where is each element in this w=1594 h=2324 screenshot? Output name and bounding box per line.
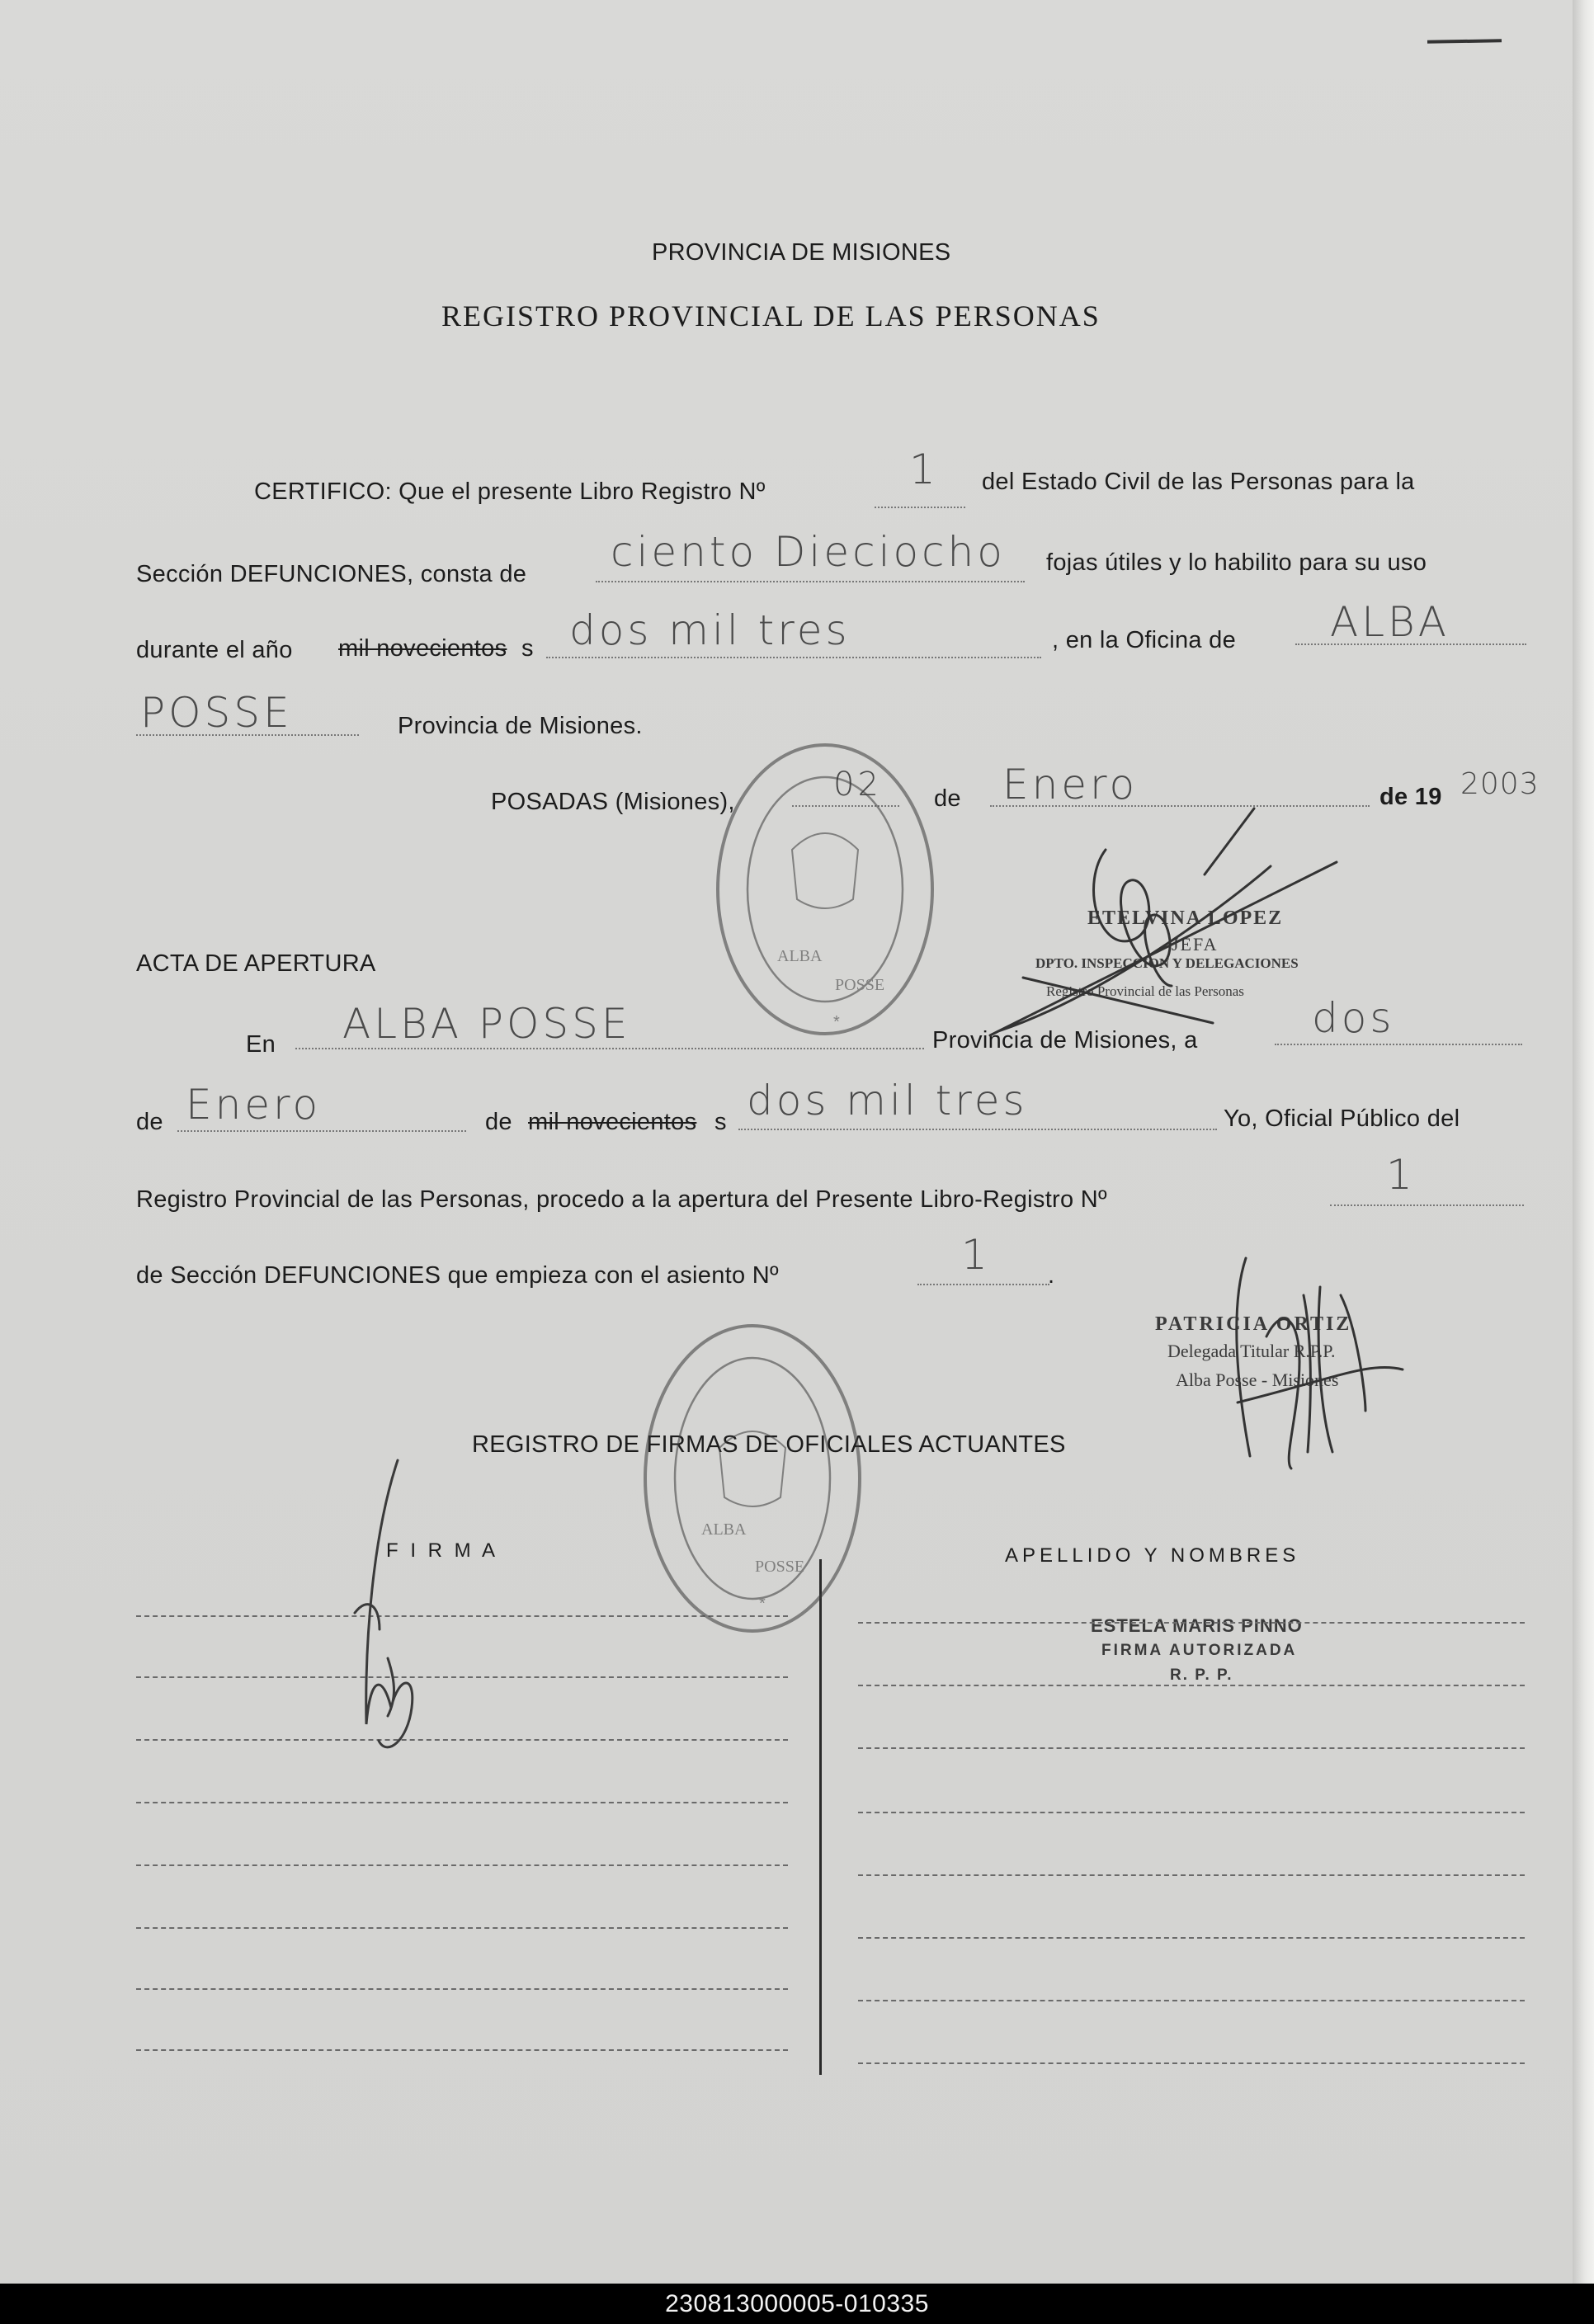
- cert-line1-suffix: del Estado Civil de las Personas para la: [982, 469, 1415, 495]
- apertura-book-number: 1: [1386, 1151, 1416, 1199]
- day: 02: [833, 766, 882, 804]
- pages-count: ciento Dieciocho: [611, 528, 1006, 576]
- officer-label: Yo, Oficial Público del: [1224, 1105, 1460, 1132]
- stamp2-place: Alba Posse - Misiones: [1176, 1369, 1339, 1390]
- stamp1-role: JEFA: [1172, 934, 1219, 955]
- apertura-line3: Registro Provincial de las Personas, procedo a la apertura del Presente Libro-Registro Nº: [136, 1186, 1107, 1213]
- apertura-year-words: dos mil tres: [747, 1077, 1028, 1124]
- struck-year-tail: s: [714, 1109, 727, 1135]
- province-heading: PROVINCIA DE MISIONES: [652, 239, 951, 266]
- dotted-field: [546, 657, 1041, 658]
- de-label-2: de: [485, 1109, 512, 1135]
- de-label: de: [934, 785, 961, 812]
- en-label: En: [246, 1031, 276, 1058]
- year-label: de 19: [1379, 784, 1442, 810]
- cert-line1-prefix: CERTIFICO: Que el presente Libro Registro Nº: [254, 478, 766, 505]
- dotted-field: [177, 1130, 466, 1132]
- dotted-field: [792, 805, 899, 807]
- stamp2-name: PATRICIA ORTIZ: [1155, 1313, 1352, 1335]
- page-edge: [1573, 0, 1594, 2284]
- de-label: de: [136, 1109, 163, 1135]
- col-firma: F I R M A: [386, 1539, 499, 1562]
- image-id-footer: 230813000005-010335: [0, 2284, 1594, 2324]
- office-part-1: ALBA: [1330, 598, 1450, 646]
- apertura-line4: de Sección DEFUNCIONES que empieza con el asiento Nº: [136, 1262, 779, 1289]
- signatures-title: REGISTRO DE FIRMAS DE OFICIALES ACTUANTES: [472, 1431, 1066, 1458]
- signature-2: [1237, 1258, 1403, 1468]
- signature-3: [355, 1460, 413, 1747]
- stamp1-dept: DPTO. INSPECCION Y DELEGACIONES: [1035, 955, 1299, 971]
- place-label: POSADAS (Misiones),: [491, 789, 735, 815]
- province-label: Provincia de Misiones, a: [932, 1027, 1198, 1054]
- apertura-title: ACTA DE APERTURA: [136, 950, 376, 977]
- column-divider: [819, 1559, 822, 2075]
- cert-line3-suffix: , en la Oficina de: [1052, 627, 1237, 653]
- year-words: dos mil tres: [569, 606, 851, 654]
- struck-year: mil novecientos: [338, 635, 507, 662]
- svg-text:*: *: [833, 1013, 840, 1031]
- office-part-2: POSSE: [140, 689, 293, 737]
- svg-text:POSSE: POSSE: [755, 1558, 805, 1576]
- cert-line3-prefix: durante el año: [136, 637, 293, 663]
- svg-text:ALBA: ALBA: [777, 947, 823, 965]
- dotted-field: [1275, 1044, 1522, 1045]
- stamp2-role: Delegada Titular R.P.P.: [1167, 1341, 1336, 1361]
- dotted-field: [1330, 1204, 1524, 1206]
- cert-line2-prefix: Sección DEFUNCIONES, consta de: [136, 561, 527, 587]
- dotted-field: [295, 1048, 924, 1049]
- apertura-day-words: dos: [1312, 994, 1395, 1042]
- dotted-field: [596, 581, 1025, 582]
- stamp1-org: Registro Provincial de las Personas: [1046, 983, 1244, 999]
- col-apellido: APELLIDO Y NOMBRES: [1005, 1544, 1300, 1567]
- stamp1-name: ETELVINA LOPEZ: [1087, 907, 1284, 929]
- struck-year: mil novecientos: [528, 1109, 697, 1135]
- apertura-month: Enero: [186, 1081, 322, 1129]
- book-number: 1: [909, 445, 939, 493]
- struck-year-tail: s: [521, 635, 534, 662]
- svg-text:*: *: [759, 1595, 766, 1613]
- stamp3-name: ESTELA MARIS PINNO: [1091, 1615, 1303, 1636]
- dotted-field: [738, 1129, 1217, 1130]
- month: Enero: [1002, 761, 1139, 808]
- stamp3-org: R. P. P.: [1170, 1666, 1233, 1684]
- line4-end: .: [1048, 1262, 1055, 1289]
- apertura-place: ALBA POSSE: [342, 1000, 631, 1048]
- cert-line2-suffix: fojas útiles y lo habilito para su uso: [1046, 549, 1427, 576]
- dotted-field: [875, 507, 965, 508]
- seal-1: [718, 745, 932, 1034]
- registry-heading: REGISTRO PROVINCIAL DE LAS PERSONAS: [441, 299, 1101, 332]
- svg-text:ALBA: ALBA: [701, 1520, 747, 1539]
- edge-mark: [1427, 39, 1502, 44]
- entry-number: 1: [961, 1231, 991, 1279]
- seal-2: [645, 1326, 860, 1631]
- stamp3-role: FIRMA AUTORIZADA: [1101, 1642, 1298, 1659]
- year-number: 2003: [1460, 767, 1540, 801]
- dotted-field: [917, 1284, 1049, 1285]
- svg-text:POSSE: POSSE: [835, 976, 885, 994]
- cert-line4-suffix: Provincia de Misiones.: [398, 713, 643, 739]
